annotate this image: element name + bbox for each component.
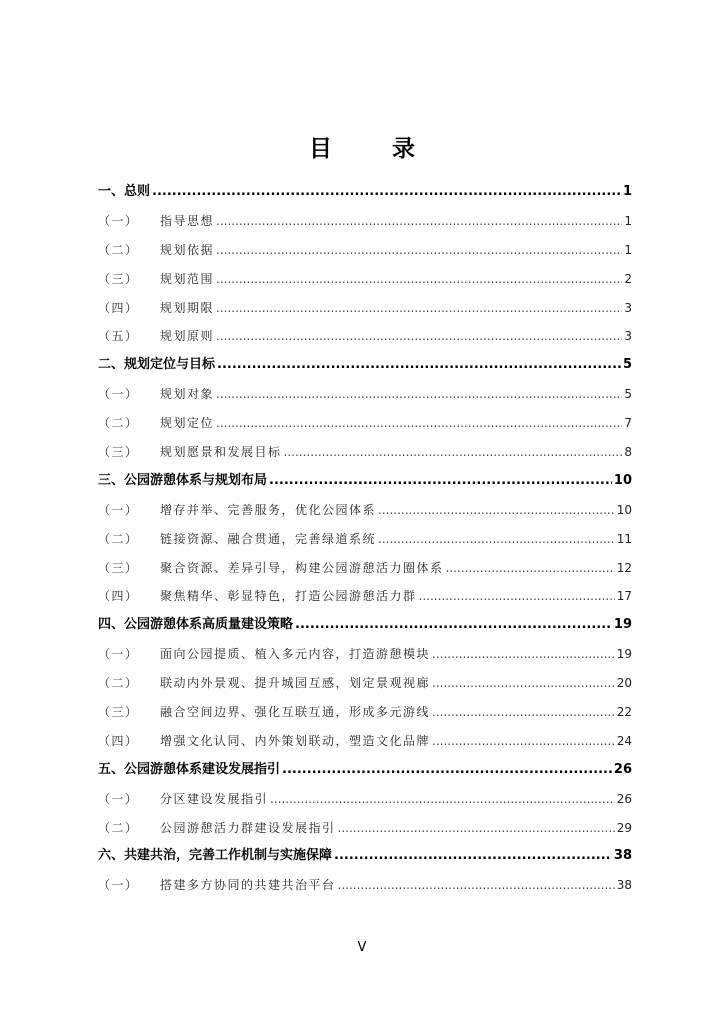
toc-entry-number: （四） [98, 300, 139, 315]
toc-entry-label: 联动内外景观、提升城园互感，划定景观视廊 [160, 676, 431, 691]
dot-leader [216, 207, 622, 236]
toc-section-entry[interactable] [98, 727, 632, 756]
toc-entry-page-number: 3 [624, 300, 632, 315]
toc-entry-number: （一） [98, 213, 139, 228]
toc-entry-label: 规划期限 [160, 300, 215, 315]
toc-entry-label: 规划原则 [160, 329, 215, 344]
toc-entry-page-number: 11 [616, 531, 632, 546]
dot-leader [282, 756, 612, 785]
toc-entry-number: （三） [98, 271, 139, 286]
dot-leader [419, 582, 615, 611]
toc-entry-label: 聚焦精华、彰显特色，打造公园游憩活力群 [160, 589, 417, 604]
toc-entry-page-number: 22 [616, 705, 632, 720]
page-number-footer: V [357, 940, 367, 955]
toc-entry-number: （二） [98, 242, 139, 257]
toc-section-entry[interactable] [98, 438, 632, 467]
toc-section-entry[interactable] [98, 814, 632, 843]
toc-section-entry[interactable] [98, 322, 632, 351]
dot-leader [216, 294, 622, 323]
toc-entry-label: 规划范围 [160, 271, 215, 286]
toc-entry-label: 六、共建共治，完善工作机制与实施保障 [98, 848, 333, 864]
toc-entry-number: （四） [98, 589, 139, 604]
toc-entry-page-number: 38 [616, 878, 632, 893]
toc-entry-label: 一、总则 [98, 184, 151, 199]
toc-entry-label: 二、规划定位与目标 [98, 357, 216, 373]
toc-entry-label: 五、公园游憩体系建设发展指引 [98, 761, 281, 777]
dot-leader [217, 351, 621, 380]
toc-entry-page-number: 26 [613, 761, 632, 777]
toc-section-entry[interactable] [98, 236, 632, 265]
toc-chapter-entry[interactable] [98, 842, 632, 871]
toc-entry-number: （一） [98, 791, 139, 806]
toc-section-entry[interactable] [98, 207, 632, 236]
toc-entry-page-number: 19 [616, 647, 632, 662]
toc-section-entry[interactable] [98, 554, 632, 583]
toc-entry-number: （四） [98, 733, 139, 748]
toc-entry-page-number: 8 [624, 445, 632, 460]
toc-entry-label: 链接资源、融合贯通，完善绿道系统 [160, 531, 377, 546]
dot-leader [378, 496, 615, 525]
toc-entry-page-number: 3 [624, 329, 632, 344]
toc-chapter-entry[interactable] [98, 467, 632, 496]
toc-entry-label: 公园游憩活力群建设发展指引 [160, 820, 336, 835]
toc-entry-number: （二） [98, 820, 139, 835]
dot-leader [152, 178, 621, 207]
toc-entry-number: （一） [98, 502, 139, 517]
dot-leader [432, 727, 615, 756]
toc-section-entry[interactable] [98, 669, 632, 698]
toc-entry-page-number: 20 [616, 676, 632, 691]
toc-entry-page-number: 17 [616, 589, 632, 604]
toc-entry-number: （一） [98, 387, 139, 402]
toc-entry-label: 分区建设发展指引 [160, 791, 269, 806]
toc-entry-page-number: 24 [616, 733, 632, 748]
toc-entry-page-number: 26 [616, 791, 632, 806]
toc-entry-number: （一） [98, 878, 139, 893]
dot-leader [284, 438, 623, 467]
dot-leader [295, 611, 612, 640]
toc-entry-label: 面向公园提质、植入多元内容，打造游憩模块 [160, 647, 431, 662]
dot-leader [216, 322, 622, 351]
dot-leader [334, 842, 612, 871]
toc-entry-number: （三） [98, 705, 139, 720]
toc-section-entry[interactable] [98, 640, 632, 669]
toc-chapter-entry[interactable] [98, 351, 632, 380]
toc-entry-label: 增强文化认同、内外策划联动，塑造文化品牌 [160, 733, 431, 748]
toc-section-entry[interactable] [98, 294, 632, 323]
dot-leader [432, 669, 615, 698]
toc-section-entry[interactable] [98, 409, 632, 438]
toc-chapter-entry[interactable] [98, 178, 632, 207]
dot-leader [216, 236, 622, 265]
toc-entry-label: 融合空间边界、强化互联互通，形成多元游线 [160, 705, 431, 720]
toc-section-entry[interactable] [98, 698, 632, 727]
dot-leader [216, 409, 622, 438]
toc-section-entry[interactable] [98, 265, 632, 294]
toc-entry-page-number: 1 [622, 184, 632, 199]
toc-entry-label: 规划愿景和发展目标 [160, 445, 282, 460]
dot-leader [338, 814, 615, 843]
toc-entry-label: 指导思想 [160, 213, 215, 228]
toc-entry-label: 四、公园游憩体系高质量建设策略 [98, 617, 294, 633]
toc-section-entry[interactable] [98, 380, 632, 409]
toc-entry-page-number: 10 [616, 502, 632, 517]
toc-entry-label: 增存并举、完善服务，优化公园体系 [160, 502, 377, 517]
table-of-contents [98, 178, 632, 900]
toc-entry-page-number: 19 [613, 617, 632, 633]
toc-entry-label: 规划对象 [160, 387, 215, 402]
toc-entry-number: （五） [98, 329, 139, 344]
dot-leader [446, 554, 615, 583]
toc-entry-label: 聚合资源、差异引导，构建公园游憩活力圈体系 [160, 560, 444, 575]
toc-entry-label: 规划依据 [160, 242, 215, 257]
dot-leader [432, 640, 615, 669]
toc-entry-page-number: 29 [616, 820, 632, 835]
toc-entry-page-number: 1 [624, 213, 632, 228]
dot-leader [338, 871, 615, 900]
dot-leader [270, 785, 615, 814]
toc-chapter-entry[interactable] [98, 611, 632, 640]
toc-entry-page-number: 1 [624, 242, 632, 257]
toc-entry-number: （二） [98, 676, 139, 691]
toc-title: 目 录 [308, 136, 441, 162]
toc-entry-page-number: 5 [622, 357, 632, 373]
toc-section-entry[interactable] [98, 496, 632, 525]
toc-entry-page-number: 38 [613, 848, 632, 864]
dot-leader [378, 525, 615, 554]
toc-entry-number: （一） [98, 647, 139, 662]
dot-leader [216, 265, 622, 294]
toc-entry-page-number: 10 [613, 472, 632, 488]
toc-entry-label: 三、公园游憩体系与规划布局 [98, 472, 268, 488]
toc-entry-page-number: 5 [624, 387, 632, 402]
toc-entry-number: （三） [98, 445, 139, 460]
toc-entry-page-number: 12 [616, 560, 632, 575]
dot-leader [216, 380, 622, 409]
toc-chapter-entry[interactable] [98, 756, 632, 785]
toc-section-entry[interactable] [98, 525, 632, 554]
toc-section-entry[interactable] [98, 582, 632, 611]
toc-section-entry[interactable] [98, 871, 632, 900]
toc-entry-number: （三） [98, 560, 139, 575]
dot-leader [269, 467, 612, 496]
toc-entry-number: （二） [98, 416, 139, 431]
toc-entry-page-number: 7 [624, 416, 632, 431]
dot-leader [432, 698, 615, 727]
toc-entry-number: （二） [98, 531, 139, 546]
toc-entry-page-number: 2 [624, 271, 632, 286]
toc-entry-label: 搭建多方协同的共建共治平台 [160, 878, 336, 893]
toc-entry-label: 规划定位 [160, 416, 215, 431]
toc-section-entry[interactable] [98, 785, 632, 814]
